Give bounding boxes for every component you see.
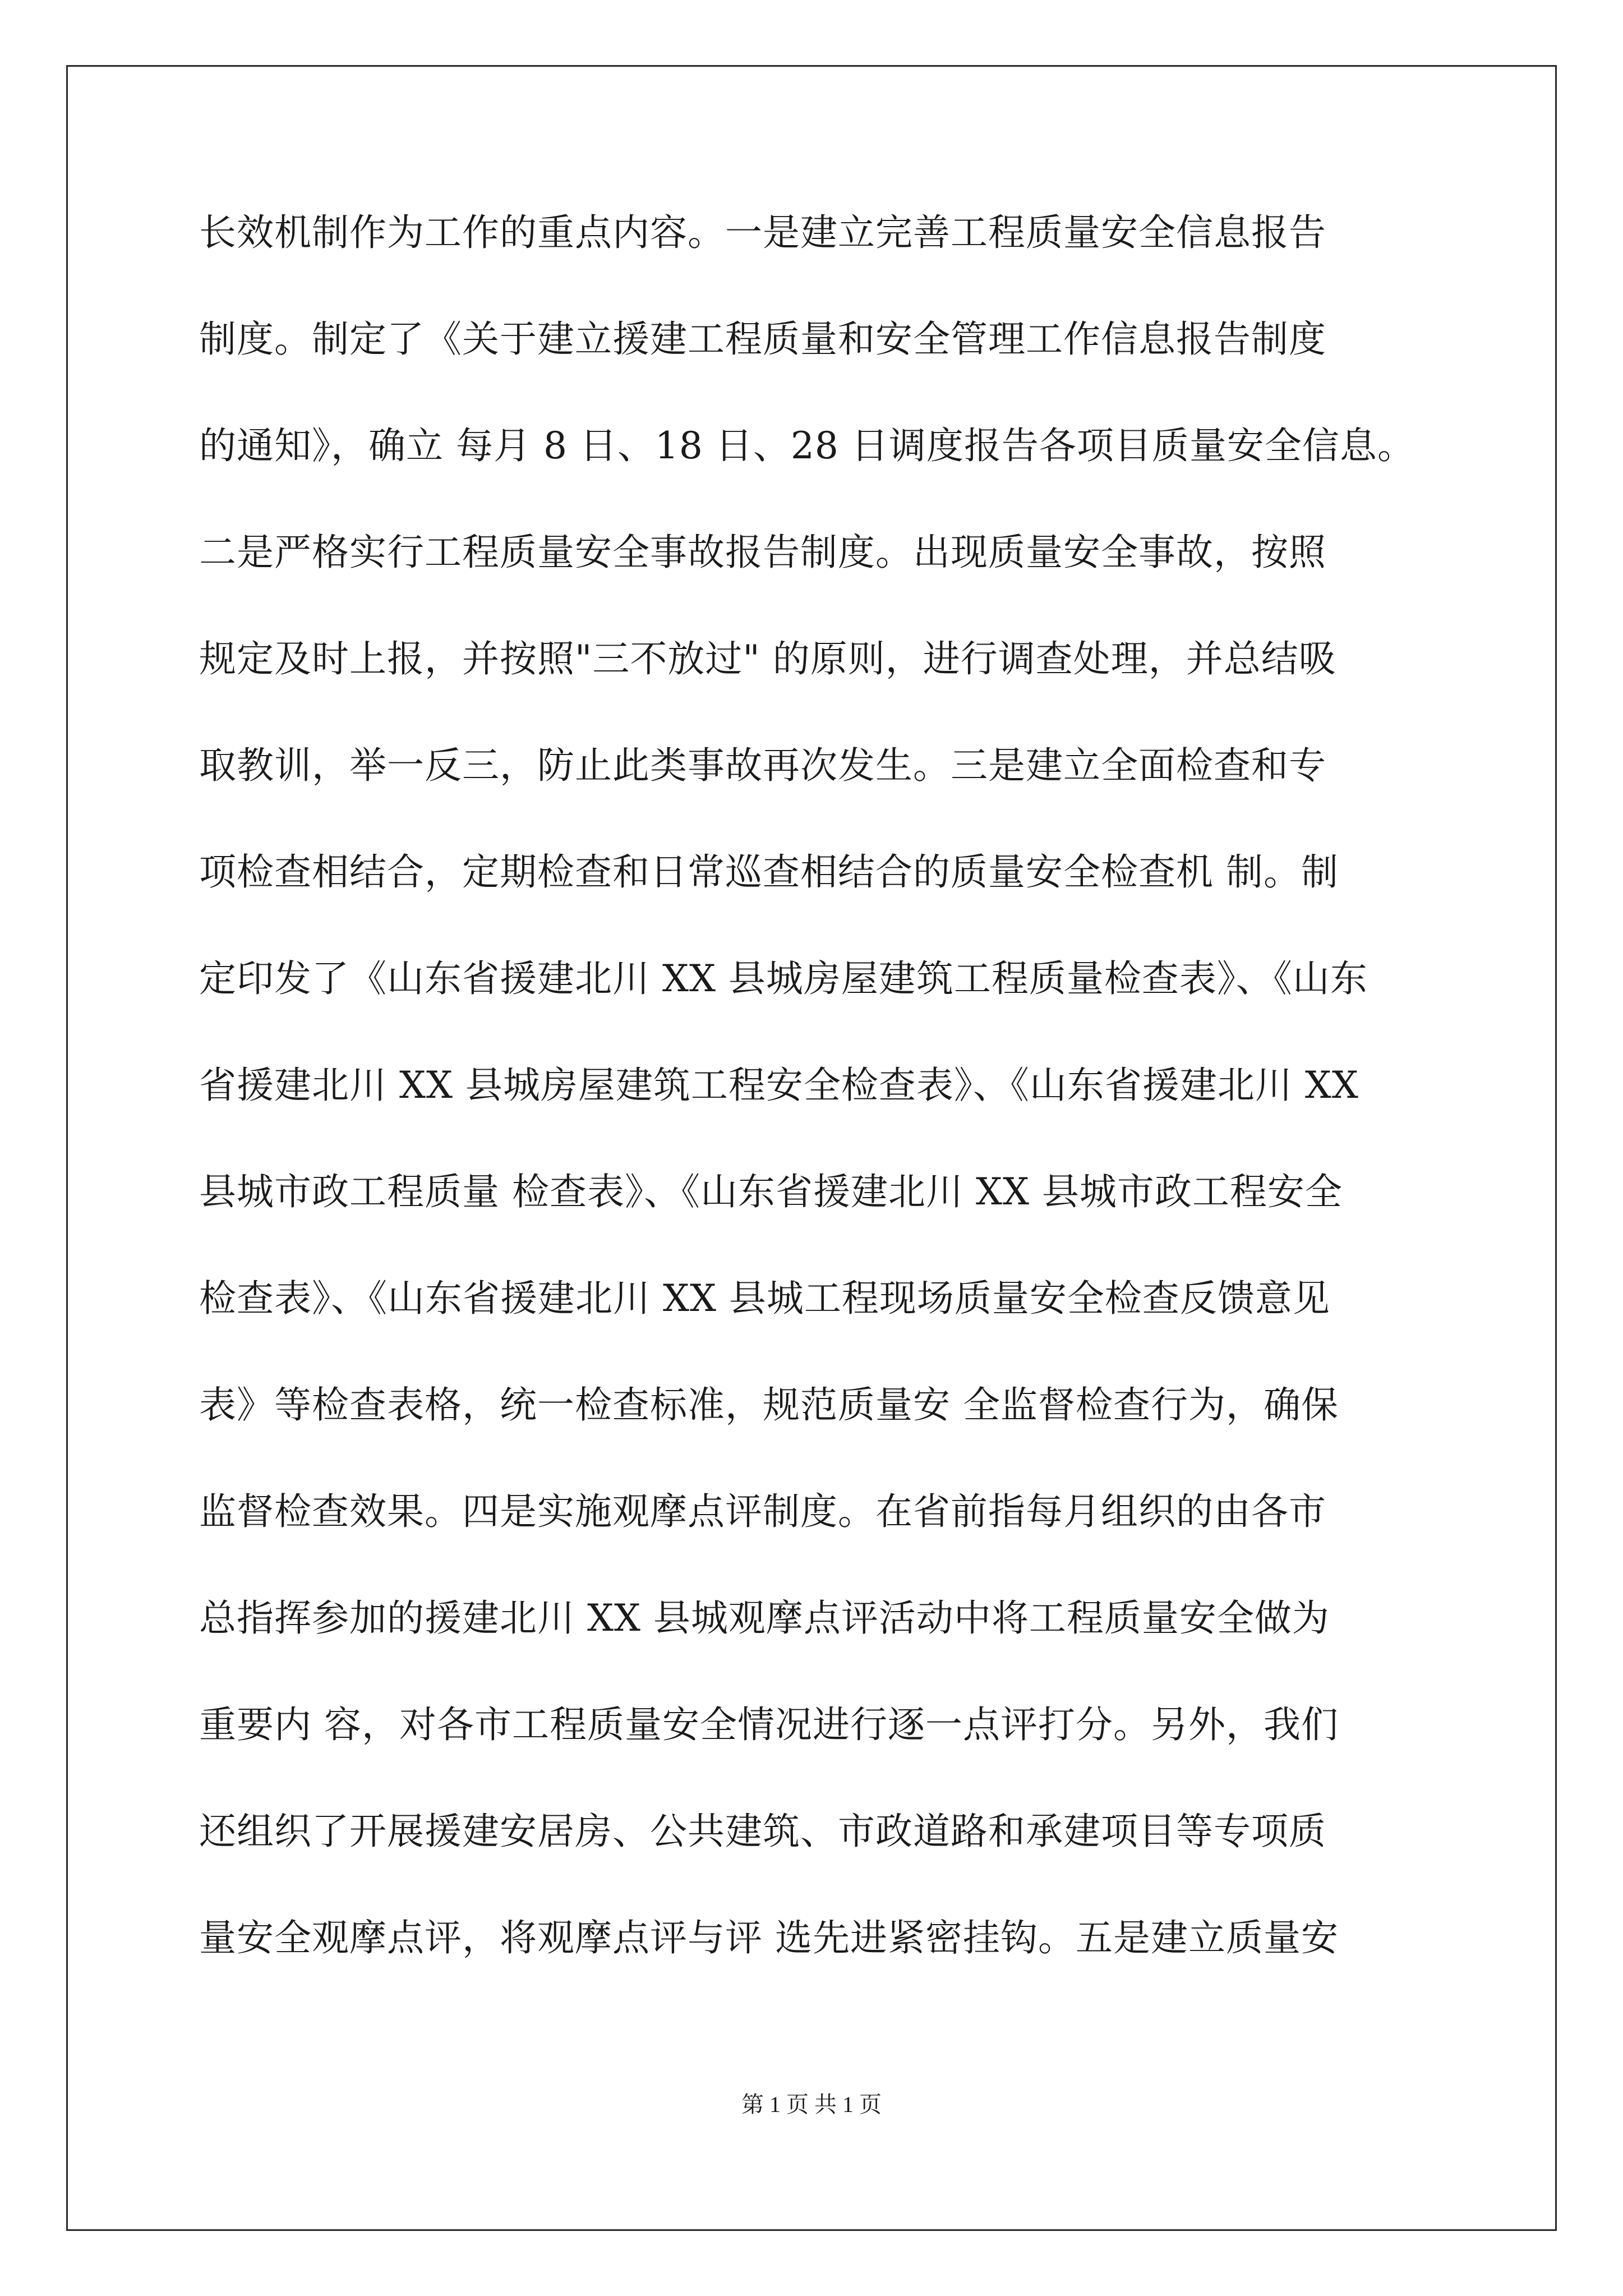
- text-line: 监督检查效果。四是实施观摩点评制度。在省前指每月组织的由各市: [199, 1490, 1326, 1533]
- text-line: 定印发了《山东省援建北川 XX 县城房屋建筑工程质量检查表》、《山东: [199, 957, 1368, 1000]
- text-line: 规定及时上报，并按照"三不放过" 的原则，进行调查处理，并总结吸: [199, 637, 1336, 680]
- text-line: 制度。制定了《关于建立援建工程质量和安全管理工作信息报告制度: [199, 318, 1326, 361]
- text-line: 检查表》、《山东省援建北川 XX 县城工程现场质量安全检查反馈意见: [199, 1277, 1330, 1320]
- text-line: 县城市政工程质量 检查表》、《山东省援建北川 XX 县城市政工程安全: [199, 1170, 1343, 1213]
- text-line: 项检查相结合，定期检查和日常巡查相结合的质量安全检查机 制。制: [199, 850, 1339, 894]
- page-number-footer: 第 1 页 共 1 页: [741, 2092, 882, 2117]
- text-line: 表》等检查表格，统一检查标准，规范质量安 全监督检查行为，确保: [199, 1383, 1339, 1427]
- text-line: 重要内 容，对各市工程质量安全情况进行逐一点评打分。另外，我们: [199, 1703, 1339, 1746]
- text-line: 的通知》，确立 每月 8 日、18 日、28 日调度报告各项目质量安全信息。: [199, 424, 1415, 467]
- text-line: 省援建北川 XX 县城房屋建筑工程安全检查表》、《山东省援建北川 XX: [199, 1064, 1359, 1107]
- text-line: 长效机制作为工作的重点内容。一是建立完善工程质量安全信息报告: [199, 211, 1326, 254]
- text-line: 量安全观摩点评，将观摩点评与评 选先进紧密挂钩。五是建立质量安: [199, 1916, 1339, 1959]
- text-line: 取教训，举一反三，防止此类事故再次发生。三是建立全面检查和专: [199, 744, 1326, 787]
- document-body: [199, 211, 1427, 2028]
- text-line: 还组织了开展援建安居房、公共建筑、市政道路和承建项目等专项质: [199, 1810, 1326, 1853]
- text-line: 总指挥参加的援建北川 XX 县城观摩点评活动中将工程质量安全做为: [199, 1596, 1330, 1640]
- text-line: 二是严格实行工程质量安全事故报告制度。出现质量安全事故，按照: [199, 531, 1326, 574]
